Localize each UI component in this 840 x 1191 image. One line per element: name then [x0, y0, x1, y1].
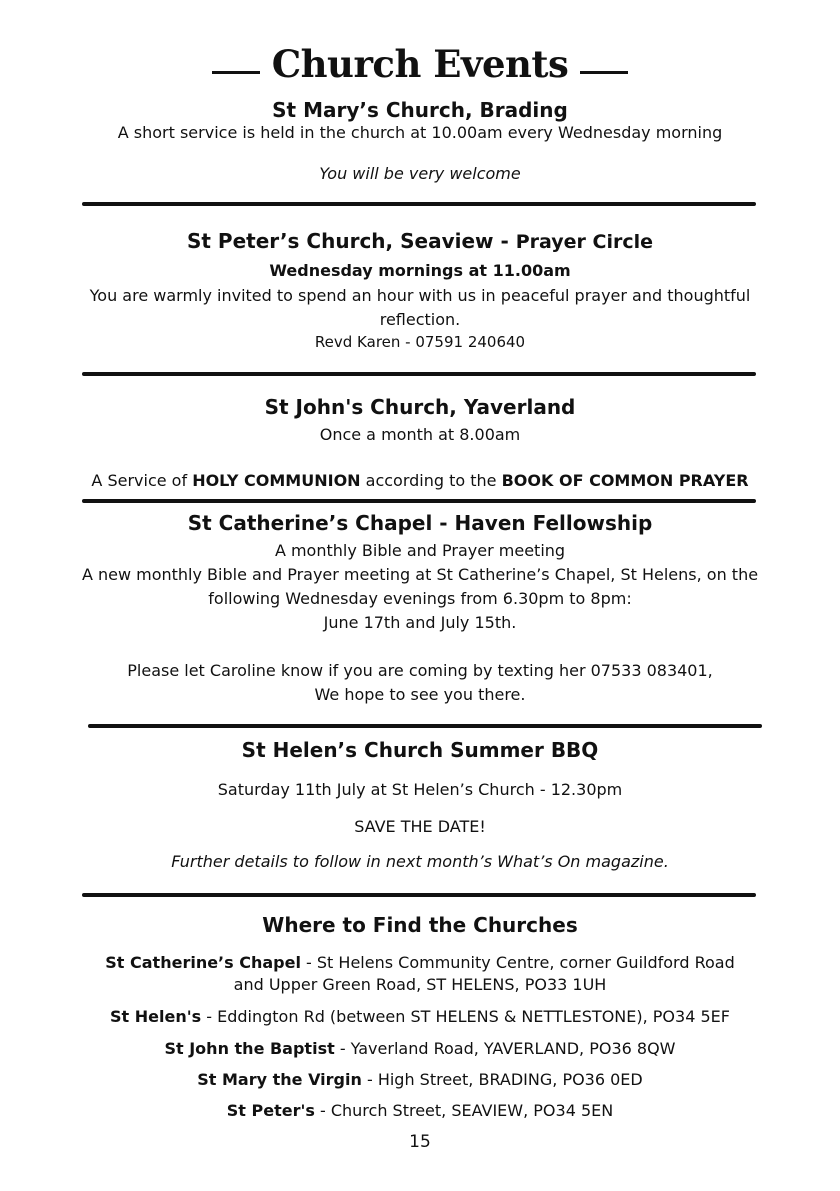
st-helens-heading: St Helen’s Church Summer BBQ — [241, 738, 599, 762]
where-entry-text: - High Street, BRADING, PO36 0ED — [361, 1070, 643, 1089]
where-entry — [0, 1100, 840, 1122]
where-entry — [0, 1038, 840, 1060]
st-peters-heading-main: St Peter’s Church, Seaview - — [186, 229, 516, 253]
where-entry-name: St Catherine’s Chapel — [105, 953, 301, 972]
where-entry-name: St Helen's — [110, 1007, 202, 1026]
where-entry-continued: and Upper Green Road, ST HELENS, PO33 1UH — [233, 975, 607, 994]
st-peters-line1: You are warmly invited to spend an hour with us in peaceful prayer and thoughtful — [89, 286, 751, 305]
st-johns-service-holy-communion: HOLY COMMUNION — [192, 471, 361, 490]
st-marys-welcome: You will be very welcome — [319, 164, 521, 183]
st-johns-service-pre: A Service of — [91, 471, 193, 490]
where-entry — [0, 952, 840, 974]
page-title: Church Events — [271, 42, 569, 86]
st-helens-line2: SAVE THE DATE! — [354, 817, 486, 836]
st-catherines-line1: A monthly Bible and Prayer meeting — [274, 541, 566, 560]
divider — [82, 372, 756, 376]
where-entry-name: St John the Baptist — [164, 1039, 335, 1058]
divider — [88, 724, 762, 728]
st-helens-line1: Saturday 11th July at St Helen’s Church - 12.30pm — [217, 780, 623, 799]
title-block — [0, 42, 840, 86]
where-entry-name: St Peter's — [226, 1101, 315, 1120]
divider — [82, 893, 756, 897]
st-marys-heading: St Mary’s Church, Brading — [272, 98, 568, 122]
st-johns-service-bcp: BOOK OF COMMON PRAYER — [501, 471, 749, 490]
st-marys-line1: A short service is held in the church at 10.00am every Wednesday morning — [117, 123, 723, 142]
divider — [82, 499, 756, 503]
divider — [82, 202, 756, 206]
st-catherines-line4: June 17th and July 15th. — [323, 613, 517, 632]
st-catherines-heading: St Catherine’s Chapel - Haven Fellowship — [187, 511, 653, 535]
st-peters-subheading: Wednesday mornings at 11.00am — [269, 261, 571, 280]
where-heading: Where to Find the Churches — [262, 913, 578, 937]
st-helens-line3: Further details to follow in next month’s What’s On magazine. — [171, 852, 669, 871]
st-catherines-line5: Please let Caroline know if you are coming by texting her 07533 083401, — [127, 661, 713, 680]
st-johns-service-mid: according to the — [360, 471, 502, 490]
st-peters-heading — [0, 229, 840, 253]
st-catherines-line2: A new monthly Bible and Prayer meeting at St Catherine’s Chapel, St Helens, on the — [81, 565, 759, 584]
title-dash-left — [212, 71, 260, 74]
where-entry — [0, 1069, 840, 1091]
st-johns-heading: St John's Church, Yaverland — [264, 395, 576, 419]
st-catherines-line3: following Wednesday evenings from 6.30pm to 8pm: — [208, 589, 632, 608]
where-entry-text: - Yaverland Road, YAVERLAND, PO36 8QW — [334, 1039, 676, 1058]
where-entry-text: - Church Street, SEAVIEW, PO34 5EN — [314, 1101, 614, 1120]
where-entry-text: - St Helens Community Centre, corner Guildford Road — [300, 953, 735, 972]
st-peters-contact: Revd Karen - 07591 240640 — [314, 333, 526, 351]
st-peters-heading-suffix: Prayer Circle — [515, 231, 654, 253]
st-johns-line1: Once a month at 8.00am — [319, 425, 521, 444]
st-peters-line2: reflection. — [379, 310, 461, 329]
st-catherines-line6: We hope to see you there. — [314, 685, 526, 704]
title-dash-right — [580, 71, 628, 74]
where-entry-name: St Mary the Virgin — [197, 1070, 362, 1089]
st-johns-service — [0, 470, 840, 492]
where-entry-text: - Eddington Rd (between ST HELENS & NETTLESTONE), PO34 5EF — [201, 1007, 730, 1026]
page-number: 15 — [409, 1132, 431, 1152]
where-entry — [0, 1006, 840, 1028]
